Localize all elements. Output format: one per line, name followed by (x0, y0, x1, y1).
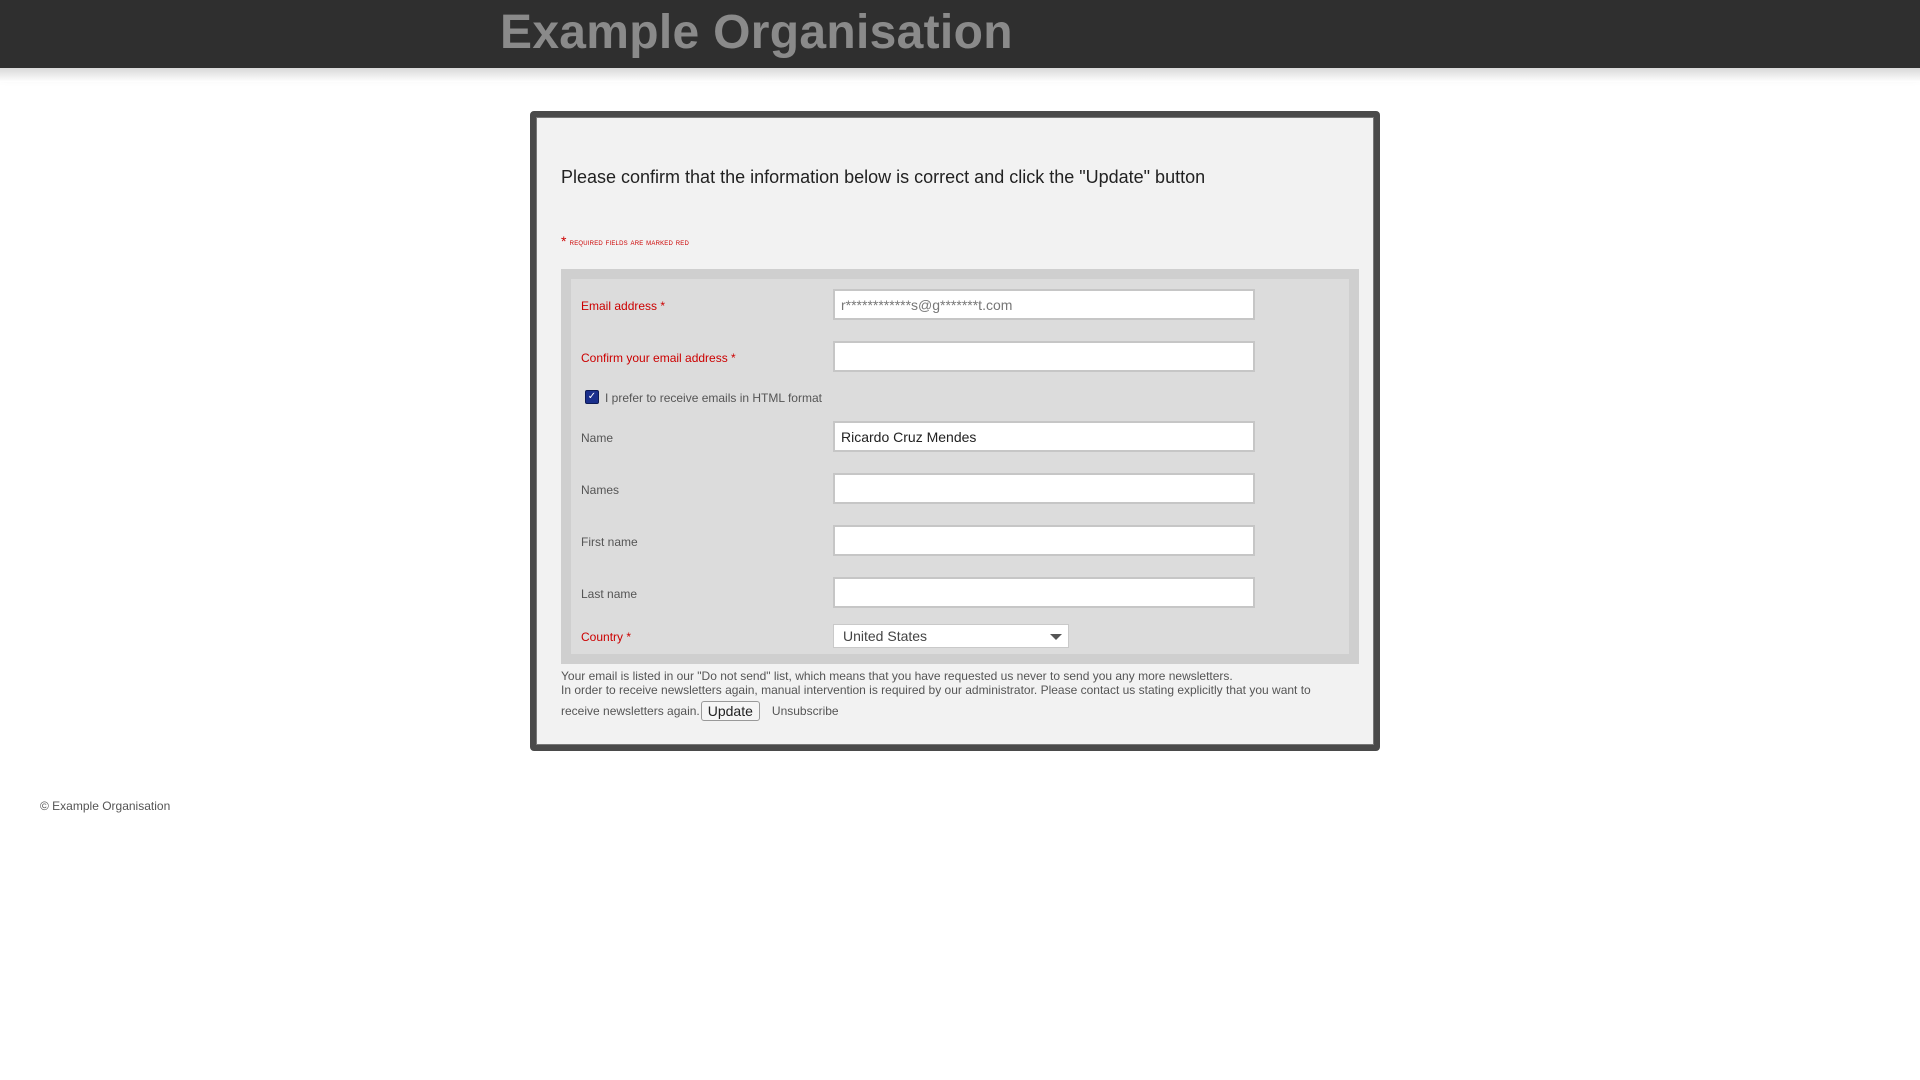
last-name-label: Last name (581, 587, 638, 601)
country-label: Country * (581, 630, 632, 644)
org-title: Example Organisation (500, 6, 1013, 59)
confirm-email-label: Confirm your email address * (581, 351, 736, 365)
first-name-field[interactable] (833, 525, 1255, 556)
notice-line-3-row (561, 701, 1361, 721)
footer-copyright: © Example Organisation (40, 799, 171, 813)
notice-line-2: In order to receive newsletters again, manual intervention is required by our administrator. Please contact us stating explicitly that you want to (561, 683, 1311, 697)
update-panel (530, 111, 1380, 751)
html-pref-checkbox[interactable]: ✓ (585, 390, 599, 404)
update-button[interactable]: Update (701, 701, 760, 721)
confirm-email-field[interactable] (833, 341, 1255, 372)
html-pref-row (585, 391, 822, 405)
intro-text: Please confirm that the information below is correct and click the "Update" button (561, 167, 1206, 187)
notice-line-1: Your email is listed in our "Do not send" list, which means that you have requested us never to send you any more newsletters. (561, 669, 1233, 683)
name-field[interactable] (833, 421, 1255, 452)
subscriber-form (561, 269, 1359, 664)
names-field[interactable] (833, 473, 1255, 504)
notice-line-3: receive newsletters again. (561, 704, 700, 718)
email-field[interactable] (833, 289, 1255, 320)
form-body (571, 279, 1349, 654)
email-label: Email address * (581, 299, 666, 313)
required-note (561, 233, 689, 249)
unsubscribe-link[interactable]: Unsubscribe (771, 704, 839, 718)
required-note-text: required fields are marked red (569, 237, 690, 247)
country-selected-value: United States (843, 628, 928, 644)
do-not-send-notice (561, 669, 1361, 721)
first-name-label: First name (581, 535, 638, 549)
required-star: * (561, 233, 567, 249)
country-select[interactable] (833, 624, 1069, 648)
chevron-down-icon (1050, 634, 1062, 640)
header-shadow (0, 68, 1920, 82)
html-pref-label: I prefer to receive emails in HTML format (605, 391, 822, 405)
site-header (0, 0, 1920, 68)
names-label: Names (581, 483, 620, 497)
name-label: Name (581, 431, 614, 445)
last-name-field[interactable] (833, 577, 1255, 608)
